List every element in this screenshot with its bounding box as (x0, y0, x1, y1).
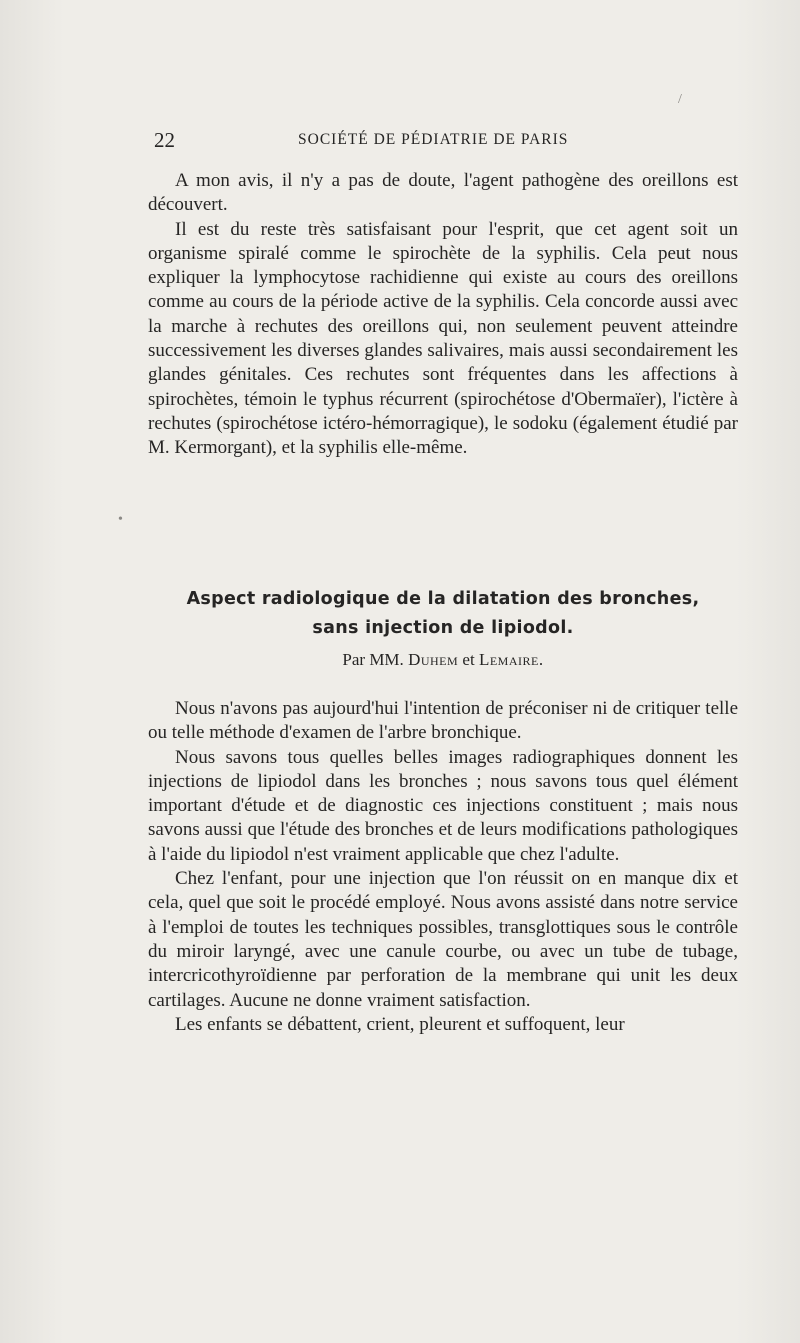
running-title: SOCIÉTÉ DE PÉDIATRIE DE PARIS (298, 131, 569, 148)
author-name: Duhem (408, 650, 459, 669)
article-body (148, 697, 738, 1037)
paragraph: Nous n'avons pas aujourd'hui l'intention de préconiser ni de critiquer telle ou telle méthode d'examen de l'arbre bronchique. (148, 698, 738, 744)
paragraph: Il est du reste très satisfaisant pour l'esprit, que cet agent soit un organisme spiralé comme le spirochète de la syphilis. Cela peut nous expliquer la lymphocytose rachidienne qui existe au cours des oreillons comme au cours de la période active de la syphilis. Cela concorde aussi avec la marche à rechutes des oreillons qui, non seulement peuvent atteindre successivement les diverses glandes salivaires, mais aussi secondairement les glandes génitales. Ces rechutes sont fréquentes dans les affections à spirochètes, témoin le typhus récurrent (spirochétose d'Obermaïer), l'ictère à rechutes (spirochétose ictéro-hémorragique), le sodoku (également étudié par M. Kermorgant), et la syphilis elle-même. (148, 218, 738, 459)
paragraph: A mon avis, il n'y a pas de doute, l'agent pathogène des oreillons est découvert. (148, 170, 738, 216)
paragraph: Les enfants se débattent, crient, pleurent et suffoquent, leur (175, 1013, 625, 1035)
paragraph: Chez l'enfant, pour une injection que l'on réussit on en manque dix et cela, quel que soit le procédé employé. Nous avons assisté dans notre service à l'emploi de toutes les techniques possibles, transglottiques sous le contrôle du miroir laryngé, avec une canule courbe, ou avec un tube de tubage, intercricothyroïdienne par perforation de la membrane qui unit les deux cartilages. Aucune ne donne vraiment satisfaction. (148, 868, 738, 1011)
article-title-line: Aspect radiologique de la dilatation des bronches, (186, 589, 700, 609)
paragraph: Nous savons tous quelles belles images radiographiques donnent les injections de lipiodol dans les bronches ; nous savons tous quel élément important d'étude et de diagnostic ces injections constituent ; mais nous savons aussi que l'étude des bronches et de leurs modifications pathologiques à l'aide du lipiodol n'est vraiment applicable que chez l'adulte. (148, 746, 738, 865)
byline-prefix: Par MM. (342, 650, 404, 669)
article-title-line: sans injection de lipiodol. (312, 618, 574, 638)
page-blemish: / (678, 92, 682, 107)
page-header (148, 128, 738, 154)
margin-mark: • (118, 512, 123, 527)
byline-conjunction: et (462, 650, 475, 669)
byline (148, 650, 738, 670)
article-title (148, 585, 738, 643)
page-number: 22 (154, 128, 175, 152)
author-name: Lemaire. (478, 650, 544, 669)
previous-article-text (148, 169, 738, 461)
